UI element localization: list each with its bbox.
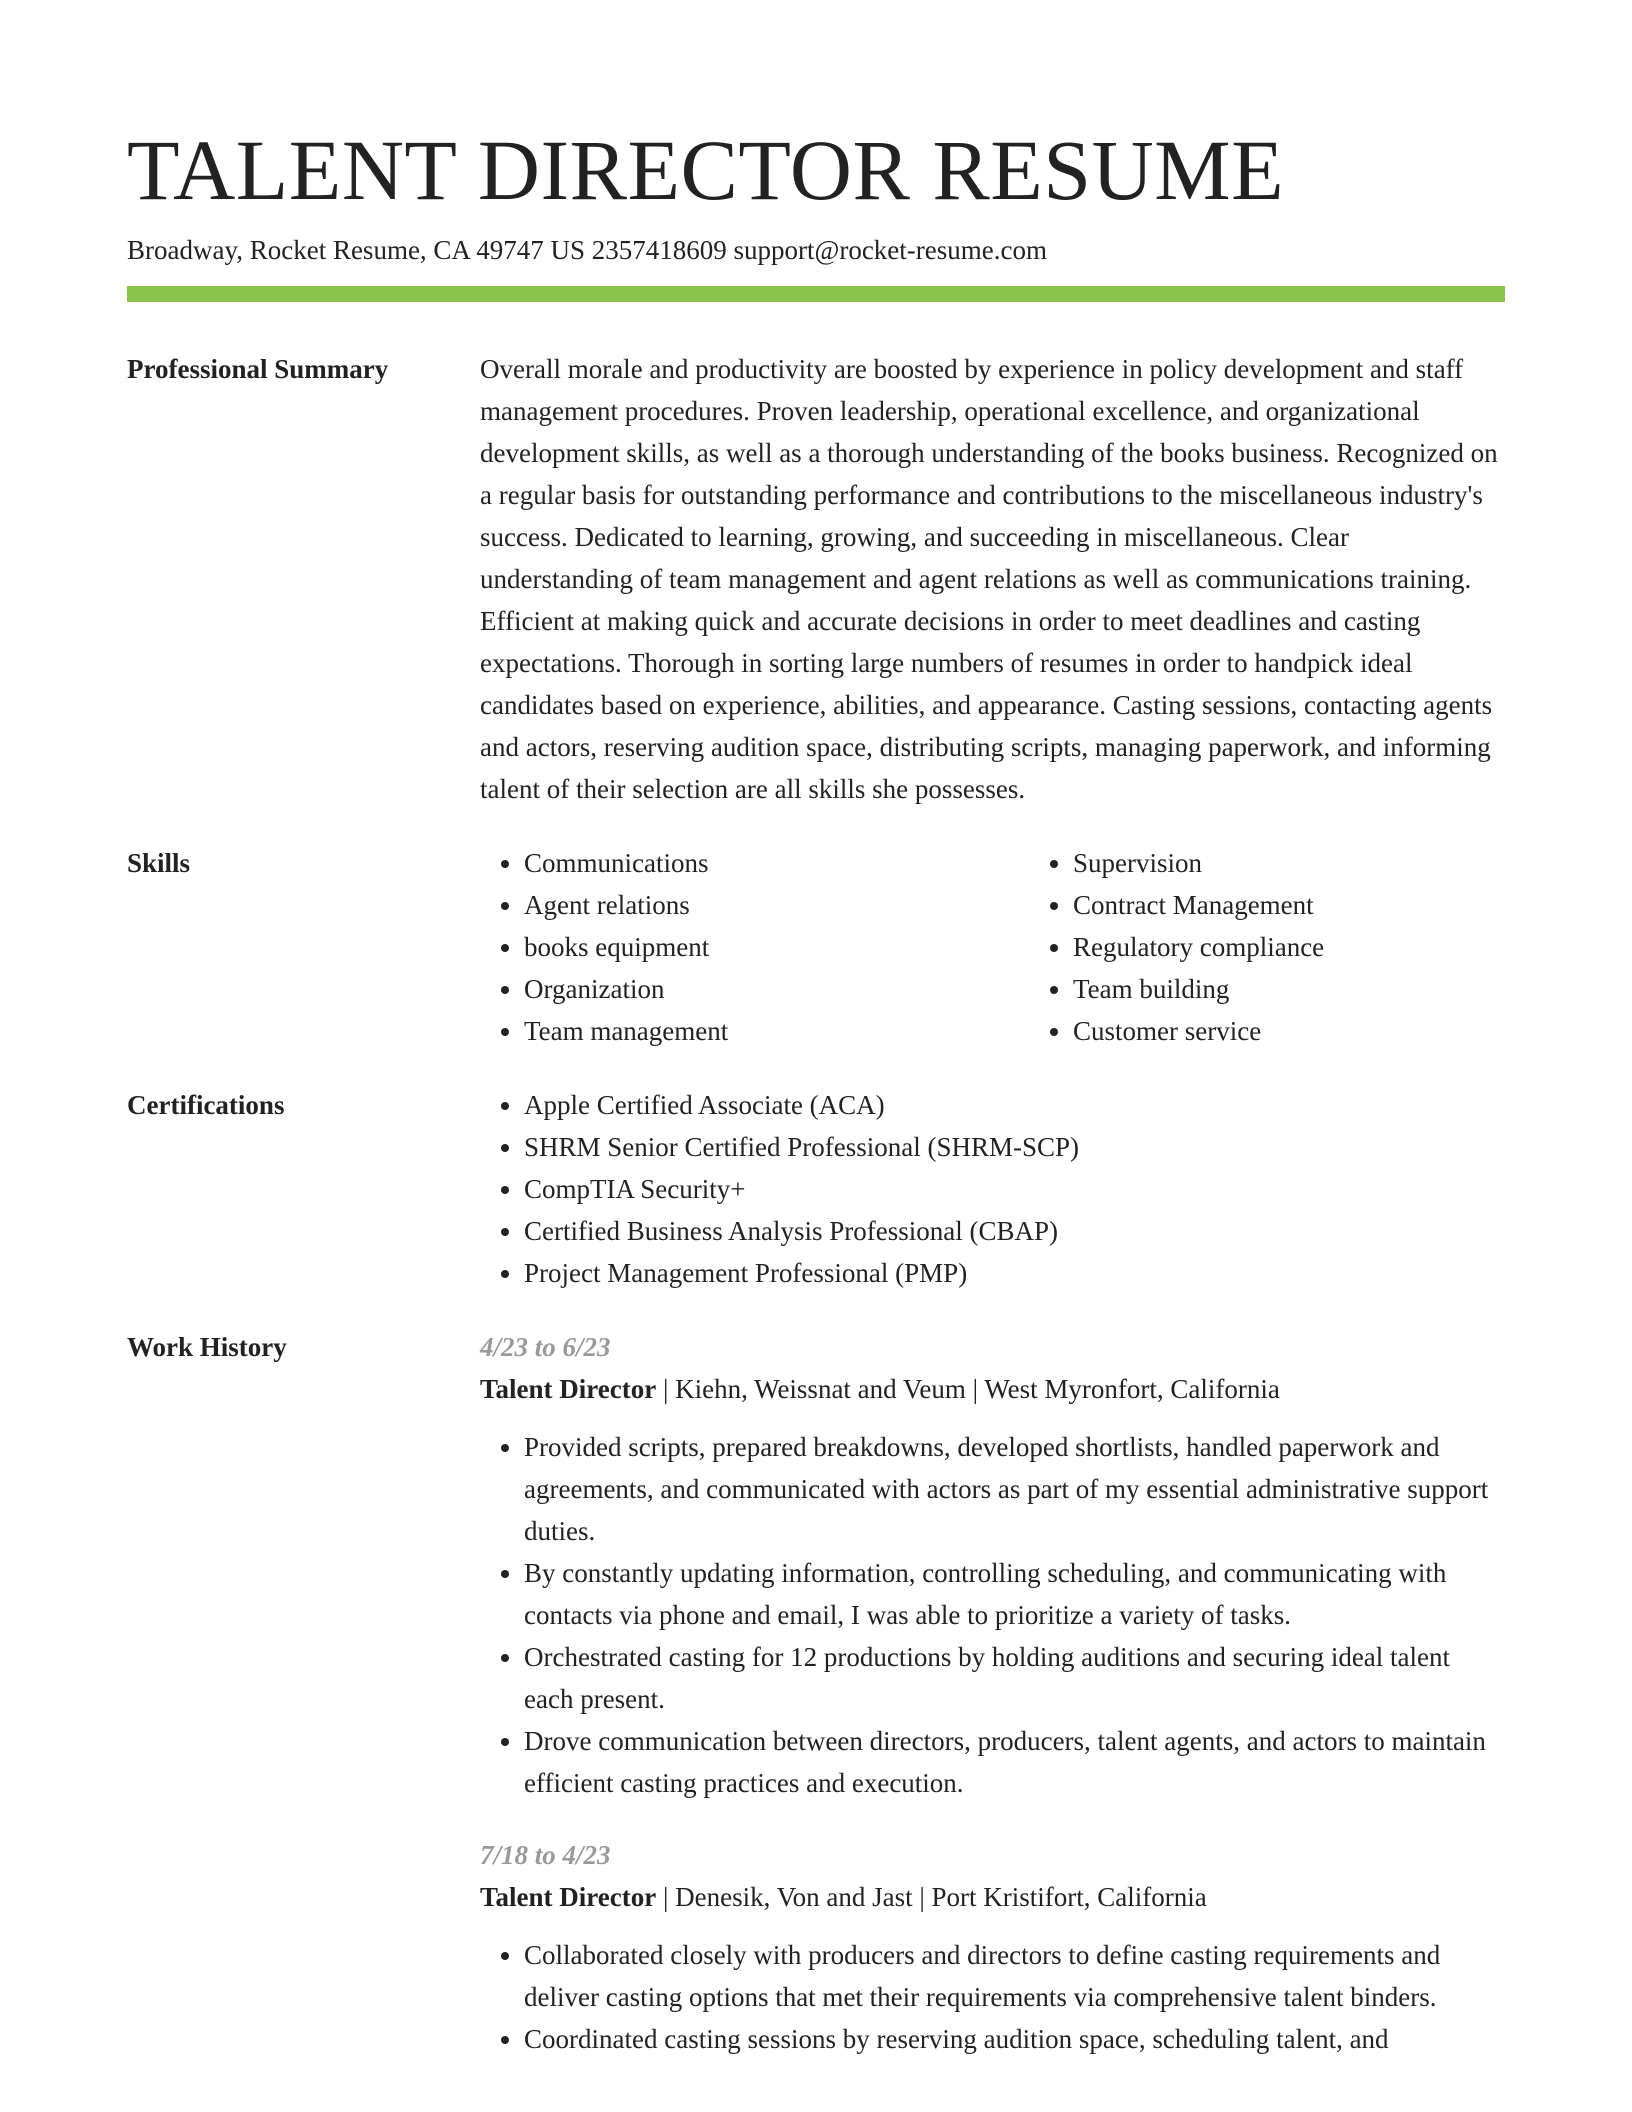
skill-item: • Customer service [1073, 1010, 1578, 1052]
skill-item: • Communications [524, 842, 1029, 884]
job-bullet: • Orchestrated casting for 12 productions by holding auditions and securing ideal talent each present. [524, 1636, 1505, 1720]
job-heading [480, 1876, 1505, 1918]
job-heading [480, 1368, 1505, 1410]
job-details: | Denesik, Von and Jast | Port Kristifort, California [656, 1882, 1207, 1912]
certifications-list [480, 1084, 1505, 1294]
skill-item: • Team management [524, 1010, 1029, 1052]
certifications-section [127, 1084, 1505, 1294]
job-entry [480, 1834, 1505, 2060]
job-details: | Kiehn, Weissnat and Veum | West Myronfort, California [656, 1374, 1280, 1404]
job-dates: 7/18 to 4/23 [480, 1840, 611, 1870]
resume-title: TALENT DIRECTOR RESUME [127, 122, 1285, 218]
job-bullets [480, 1426, 1505, 1804]
job-bullet: • Provided scripts, prepared breakdowns, developed shortlists, handled paperwork and agreements, and communicated with actors as part of my essential administrative support duties. [524, 1426, 1505, 1552]
summary-text: Overall morale and productivity are boosted by experience in policy development and staff management procedures. Proven leadership, operational excellence, and organizational development skills, as well as a thorough understanding of the books business. Recognized on a regular basis for outstanding performance and contributions to the miscellaneous industry's success. Dedicated to learning, growing, and succeeding in miscellaneous. Clear understanding of team management and agent relations as well as communications training. Efficient at making quick and accurate decisions in order to meet deadlines and casting expectations. Thorough in sorting large numbers of resumes in order to handpick ideal candidates based on experience, abilities, and appearance. Casting sessions, contacting agents and actors, reserving audition space, distributing scripts, managing paperwork, and informing talent of their selection are all skills she possesses. [480, 354, 1498, 804]
summary-body [480, 348, 1505, 810]
certification-item: • Apple Certified Associate (ACA) [524, 1084, 1505, 1126]
section-label-summary: Professional Summary [127, 354, 389, 384]
skill-item: • books equipment [524, 926, 1029, 968]
certifications-body [480, 1084, 1505, 1294]
skill-item: • Agent relations [524, 884, 1029, 926]
job-title: Talent Director [480, 1882, 657, 1912]
skills-section [127, 842, 1505, 1052]
section-label-certifications: Certifications [127, 1090, 285, 1120]
skill-item: • Supervision [1073, 842, 1578, 884]
certification-item: • SHRM Senior Certified Professional (SHRM-SCP) [524, 1126, 1505, 1168]
resume-page [127, 120, 1505, 2060]
section-label-skills: Skills [127, 848, 191, 878]
professional-summary-section [127, 348, 1505, 810]
certification-item: • Project Management Professional (PMP) [524, 1252, 1505, 1294]
skill-item: • Contract Management [1073, 884, 1578, 926]
job-entry [480, 1326, 1505, 1804]
job-bullets [480, 1934, 1505, 2060]
work-history-section [127, 1326, 1505, 2060]
skill-item: • Organization [524, 968, 1029, 1010]
contact-line: Broadway, Rocket Resume, CA 49747 US 2357418609 support@rocket-resume.com [127, 235, 1047, 265]
skills-list-right [1029, 842, 1578, 1052]
job-bullet: • Coordinated casting sessions by reserving audition space, scheduling talent, and [524, 2018, 1505, 2060]
certification-item: • Certified Business Analysis Professional (CBAP) [524, 1210, 1505, 1252]
job-bullet: • Collaborated closely with producers and directors to define casting requirements and deliver casting options that met their requirements via comprehensive talent binders. [524, 1934, 1505, 2018]
section-label-work-history: Work History [127, 1332, 287, 1362]
skill-item: • Team building [1073, 968, 1578, 1010]
job-dates: 4/23 to 6/23 [480, 1332, 611, 1362]
skills-grid [480, 842, 1578, 1052]
work-history-body [480, 1326, 1505, 2060]
certification-item: • CompTIA Security+ [524, 1168, 1505, 1210]
job-bullet: • By constantly updating information, controlling scheduling, and communicating with contacts via phone and email, I was able to prioritize a variety of tasks. [524, 1552, 1505, 1636]
job-title: Talent Director [480, 1374, 657, 1404]
skill-item: • Regulatory compliance [1073, 926, 1578, 968]
skills-list-left [480, 842, 1029, 1052]
accent-divider [127, 286, 1505, 302]
job-bullet: • Drove communication between directors, producers, talent agents, and actors to maintain efficient casting practices and execution. [524, 1720, 1505, 1804]
